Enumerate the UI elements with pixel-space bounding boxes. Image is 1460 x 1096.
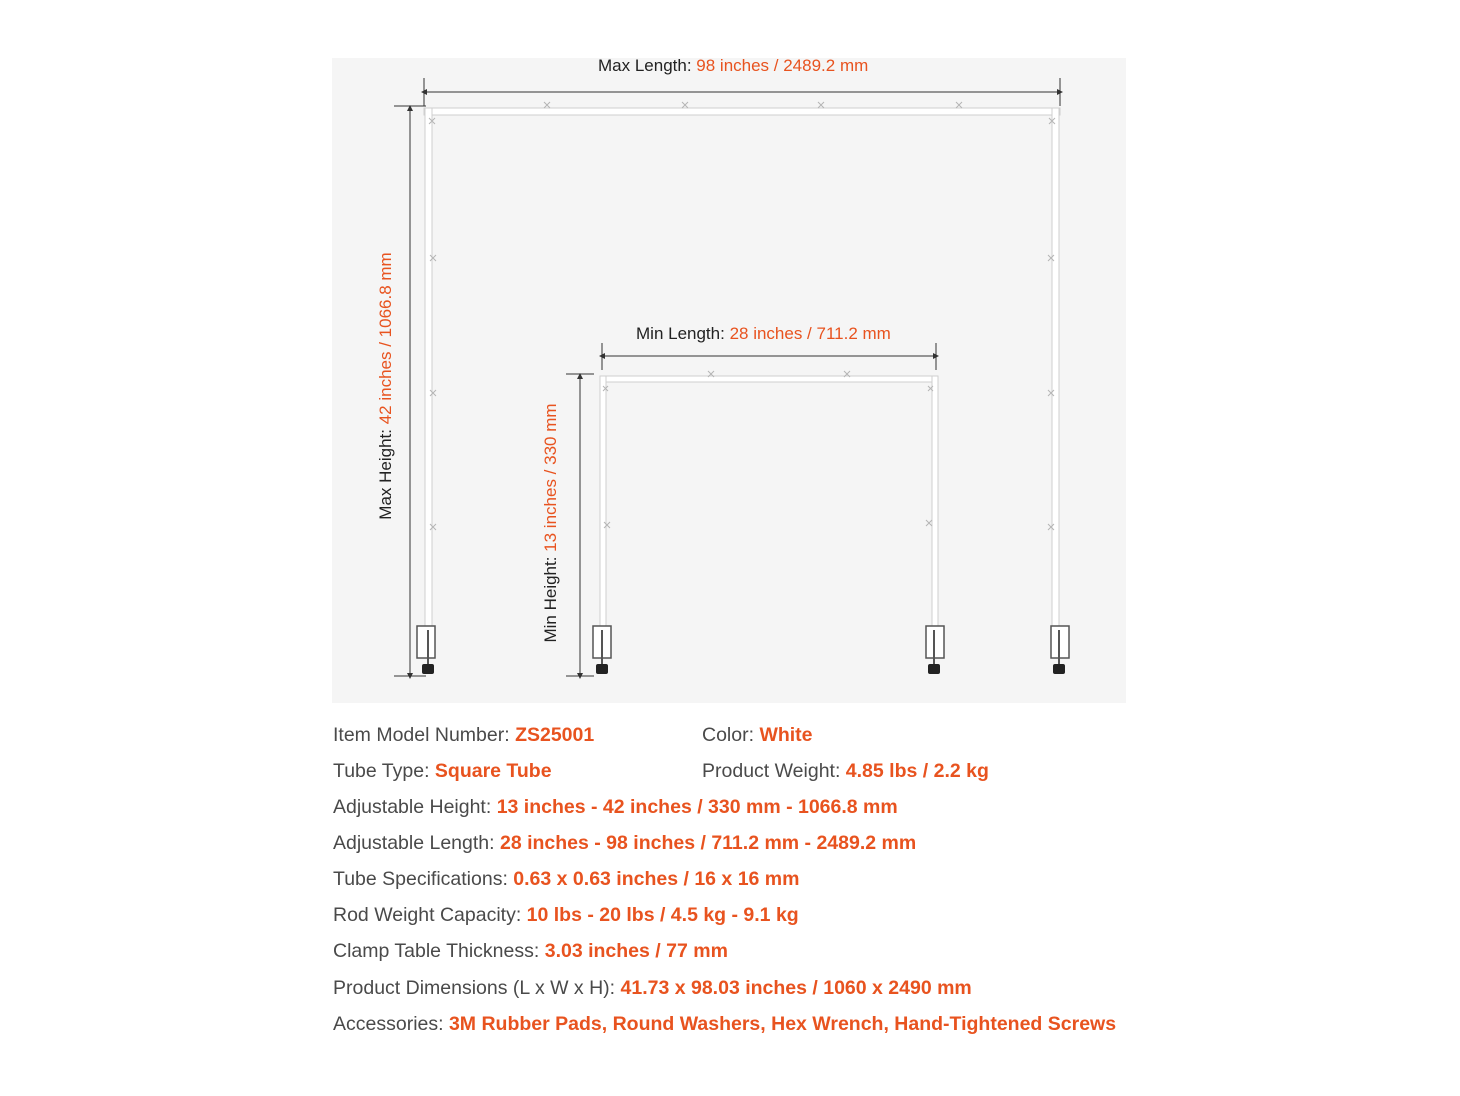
spec-clamp-thickness-label: Clamp Table Thickness: <box>333 940 545 962</box>
max-height-value: 42 inches / 1066.8 mm <box>376 252 395 425</box>
spec-adjustable-length <box>333 830 916 856</box>
max-length-value: 98 inches / 2489.2 mm <box>696 56 869 75</box>
max-length-dimension-line <box>424 78 1060 106</box>
min-height-dimension-line <box>566 374 594 676</box>
spec-tube-type-label: Tube Type: <box>333 760 435 782</box>
spec-weight-label: Product Weight: <box>702 760 846 782</box>
clamp-small-right <box>926 626 944 674</box>
large-frame <box>417 102 1069 674</box>
spec-accessories-label: Accessories: <box>333 1013 449 1035</box>
spec-weight <box>702 758 989 784</box>
spec-tube-specifications-label: Tube Specifications: <box>333 868 514 890</box>
spec-tube-type-value: Square Tube <box>434 760 552 782</box>
spec-model <box>333 722 594 748</box>
clamp-left <box>417 626 435 674</box>
small-frame <box>593 371 944 674</box>
spec-clamp-thickness <box>333 938 728 964</box>
spec-accessories-value: 3M Rubber Pads, Round Washers, Hex Wrench, Hand-Tightened Screws <box>448 1013 1117 1035</box>
max-length-label <box>598 56 868 76</box>
spec-product-dimensions-label: Product Dimensions (L x W x H): <box>333 977 621 999</box>
spec-adjustable-height-label: Adjustable Height: <box>333 796 497 818</box>
clamp-small-left <box>593 626 611 674</box>
spec-accessories <box>333 1011 1116 1037</box>
max-height-label-text: Max Height: <box>376 424 395 520</box>
spec-adjustable-height <box>333 794 898 820</box>
min-height-value: 13 inches / 330 mm <box>541 403 560 552</box>
min-length-dimension-line <box>602 343 936 370</box>
spec-product-dimensions-value: 41.73 x 98.03 inches / 1060 x 2490 mm <box>620 977 972 999</box>
spec-model-label: Item Model Number: <box>333 724 516 746</box>
min-length-value: 28 inches / 711.2 mm <box>729 324 891 343</box>
spec-color-label: Color: <box>702 724 760 746</box>
spec-color-value: White <box>759 724 813 746</box>
min-length-label-text: Min Length: <box>636 324 730 343</box>
spec-weight-capacity <box>333 902 799 928</box>
spec-tube-specifications <box>333 866 799 892</box>
spec-adjustable-height-value: 13 inches - 42 inches / 330 mm - 1066.8 mm <box>496 796 898 818</box>
min-height-label <box>541 403 561 642</box>
spec-tube-specifications-value: 0.63 x 0.63 inches / 16 x 16 mm <box>513 868 800 890</box>
spec-weight-capacity-value: 10 lbs - 20 lbs / 4.5 kg - 9.1 kg <box>526 904 799 926</box>
spec-model-value: ZS25001 <box>515 724 595 746</box>
clamp-right <box>1051 626 1069 674</box>
spec-color <box>702 722 813 748</box>
spec-tube-type <box>333 758 552 784</box>
spec-adjustable-length-value: 28 inches - 98 inches / 711.2 mm - 2489.2 mm <box>499 832 917 854</box>
min-height-label-text: Min Height: <box>541 551 560 643</box>
spec-weight-value: 4.85 lbs / 2.2 kg <box>845 760 989 782</box>
spec-weight-capacity-label: Rod Weight Capacity: <box>333 904 527 926</box>
frame-drawing <box>332 58 1126 703</box>
min-length-label <box>636 324 891 344</box>
spec-clamp-thickness-value: 3.03 inches / 77 mm <box>544 940 728 962</box>
max-length-label-text: Max Length: <box>598 56 697 75</box>
max-height-label <box>376 252 396 519</box>
dimension-diagram <box>332 58 1126 703</box>
spec-product-dimensions <box>333 975 972 1001</box>
max-height-dimension-line <box>394 106 426 676</box>
spec-adjustable-length-label: Adjustable Length: <box>333 832 500 854</box>
